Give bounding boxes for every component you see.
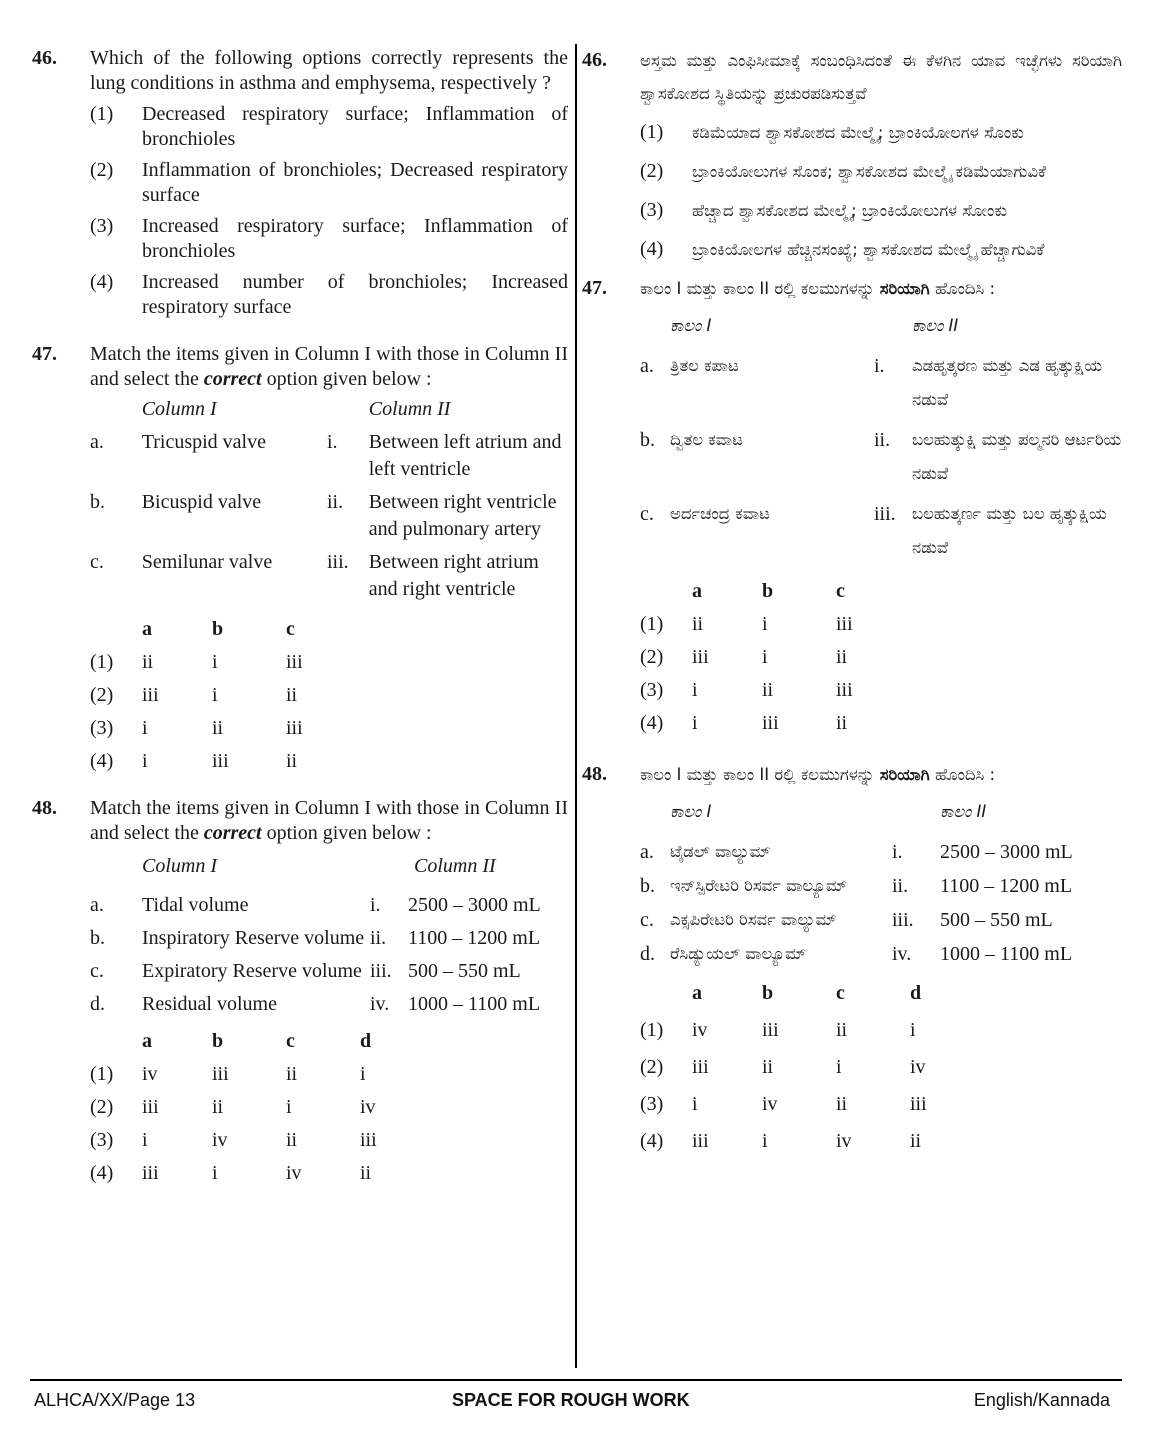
match-row: c. ಅರ್ದಚಂದ್ರ ಕವಾಟ iii. ಬಲಹುತ್ಕರ್ಣ ಮತ್ತು ಬಲ ಹೃತ್ಕುಕ್ಷಿಯ ನಡುವೆ: [640, 503, 1107, 557]
answer-option-3: (3) i iv ii iii: [640, 1093, 927, 1115]
answer-option-2: (2) iii i ii: [90, 684, 298, 706]
column-i-heading: Column I: [142, 855, 217, 877]
match-row: a. Tricuspid valve i. Between left atrium and left ventricle: [90, 431, 562, 480]
option-1: (1) ಕಡಿಮೆಯಾದ ಶ್ವಾಸಕೋಶದ ಮೇಲ್ಮೈ; ಬ್ರಾಂಕಿಯೋಲಗಳ ಸೊಂಕು: [640, 121, 1024, 143]
answer-option-1: (1) ii i iii: [90, 651, 303, 673]
question-stem: Match the items given in Column I with those in Column II and select the correct option given below :: [90, 343, 568, 390]
match-row: c. Semilunar valve iii. Between right atrium and right ventricle: [90, 551, 539, 600]
match-row: a. Tidal volume i. 2500 – 3000 mL: [90, 894, 541, 916]
answer-option-4: (4) i iii ii: [640, 712, 848, 734]
match-table: [90, 396, 568, 609]
answer-table: a b c (1) ii i iii (2) iii i ii (3) i ii iii (4) i iii ii: [640, 575, 853, 740]
match-row: d. ರೆಸಿಡ್ಯುಯಲ್ ವಾಲ್ಯೂಮ್ iv. 1000 – 1100 mL: [640, 943, 1073, 965]
column-ii-heading: ಕಾಲಂ II: [940, 802, 987, 821]
rough-work-label: SPACE FOR ROUGH WORK: [452, 1390, 690, 1410]
option-4: (4) Increased number of bronchioles; Increased respiratory surface: [90, 271, 568, 318]
kannada-column: [582, 40, 1122, 1160]
match-row: c. ಎಕ್ಸಪಿರೇಟರಿ ರಿಸರ್ವ ವಾಲ್ಯುಮ್ iii. 500 – 550 mL: [640, 909, 1053, 931]
match-row: a. ತ್ರಿತಲ ಕಪಾಟ i. ಎಡಹೃತ್ಕರಣ ಮತ್ತು ಎಡ ಹೃತ್ಕುಕ್ಷಿಯ ನಡುವೆ: [640, 355, 1103, 409]
question-stem: ಅಸ್ತಮ ಮತ್ತು ಎಂಫಿಸೀಮಾಕ್ಕೆ ಸಂಬಂಧಿಸಿದಂತೆ ಈ ಕೆಳಗಿನ ಯಾವ ಇಚ್ಛೆಗಳು ಸರಿಯಾಗಿ ಶ್ವಾಸಕೋಶದ ಸ್ಥಿತಿಯನ್ನು ಪ್ರಚುರಪಡಿಸುತ್ತವೆ: [640, 51, 1122, 103]
answer-table: a b c d (1) iv iii ii i (2) iii ii i iv (3) i iv ii iii (4) iii i iv ii: [640, 975, 927, 1160]
answer-option-4: (4) iii i iv ii: [640, 1130, 922, 1152]
match-table: [582, 795, 1073, 971]
answer-table: a b c d (1) iv iii ii i (2) iii ii i iv (3) i iv ii iii (4) iii i iv ii: [32, 1025, 377, 1190]
question-46-kn: [582, 44, 1122, 266]
match-row: c. Expiratory Reserve volume iii. 500 – 550 mL: [90, 960, 521, 982]
match-row: a. ಟೈಡಲ್ ವಾಲ್ಯುಮ್ i. 2500 – 3000 mL: [640, 841, 1073, 863]
answer-option-3: (3) i ii iii: [640, 679, 853, 701]
question-number: 47.: [582, 277, 607, 299]
answer-option-1: (1) iv iii ii i: [640, 1019, 916, 1041]
answer-option-2: (2) iii ii i iv: [90, 1096, 376, 1118]
answer-option-4: (4) i iii ii: [90, 750, 298, 772]
column-i-heading: Column I: [141, 398, 217, 420]
question-number: 47.: [32, 343, 57, 365]
column-divider: [575, 44, 577, 1368]
answer-option-3: (3) i ii iii: [90, 717, 303, 739]
question-47-kn: [582, 272, 1122, 740]
option-4: (4) ಬ್ರಾಂಕಿಯೋಲಗಳ ಹೆಚ್ಚಿನಸಂಖ್ಯೆ; ಶ್ವಾಸಕೋಶದ ಮೇಲ್ಮೈ ಹೆಚ್ಚಾಗುವಿಕೆ: [640, 238, 1045, 260]
column-ii-heading: Column II: [368, 398, 451, 420]
question-stem: ಕಾಲಂ I ಮತ್ತು ಕಾಲಂ II ರಲ್ಲಿ ಕಲಮುಗಳನ್ನು ಸರಿಯಾಗಿ ಹೊಂದಿಸಿ :: [640, 279, 996, 298]
option-2: (2) ಬ್ರಾಂಕಿಯೋಲುಗಳ ಸೊಂಕ; ಶ್ವಾಸಕೋಶದ ಮೇಲ್ಮೈ ಕಡಿಮೆಯಾಗುವಿಕೆ: [640, 160, 1047, 182]
question-stem: Which of the following options correctly represents the lung conditions in asthma and emphysema, respectively ?: [90, 47, 568, 94]
question-stem: ಕಾಲಂ I ಮತ್ತು ಕಾಲಂ II ರಲ್ಲಿ ಕಲಮುಗಳನ್ನು ಸರಿಯಾಗಿ ಹೊಂದಿಸಿ :: [640, 765, 996, 784]
option-1: (1) Decreased respiratory surface; Inflammation of bronchioles: [90, 103, 568, 150]
question-number: 48.: [582, 763, 607, 785]
answer-option-1: (1) iv iii ii i: [90, 1063, 366, 1085]
column-i-heading: ಕಾಲಂ I: [670, 802, 712, 821]
question-stem: Match the items given in Column I with those in Column II and select the correct option given below :: [90, 797, 568, 844]
answer-option-1: (1) ii i iii: [640, 613, 853, 635]
option-3: (3) ಹೆಚ್ಚಾದ ಶ್ವಾಸಕೋಶದ ಮೇಲ್ಮೈ; ಬ್ರಾಂಕಿಯೋಲುಗಳ ಸೋಂಕು: [640, 199, 1008, 221]
column-ii-heading: ಕಾಲಂ II: [912, 316, 959, 335]
option-2: (2) Inflammation of bronchioles; Decreased respiratory surface: [90, 159, 568, 206]
column-ii-heading: Column II: [414, 855, 496, 877]
question-number: 48.: [32, 797, 57, 819]
match-row: b. ದ್ವಿತಲ ಕವಾಟ ii. ಬಲಹುತ್ಕುಕ್ಷಿ ಮತ್ತು ಪಲ್ಮನರಿ ಆರ್ಟರಿಯ ನಡುವೆ: [640, 429, 1122, 483]
match-row: b. ಇನ್‌ಸ್ಪಿರೇಟರಿ ರಿಸರ್ವ ವಾಲ್ಯೂಮ್ ii. 1100 – 1200 mL: [640, 875, 1073, 897]
answer-option-4: (4) iii i iv ii: [90, 1162, 372, 1184]
question-48-kn: [582, 758, 1122, 1160]
match-row: b. Inspiratory Reserve volume ii. 1100 – 1200 mL: [90, 927, 541, 949]
match-table: [582, 309, 1122, 571]
match-table: [90, 850, 541, 1021]
english-column: [32, 40, 568, 1190]
answer-option-3: (3) i iv ii iii: [90, 1129, 377, 1151]
question-number: 46.: [32, 47, 57, 69]
footer-rule: [30, 1379, 1122, 1381]
question-48-en: [32, 796, 568, 1190]
question-47-en: [32, 342, 568, 778]
language-label: English/Kannada: [973, 1390, 1110, 1410]
match-row: d. Residual volume iv. 1000 – 1100 mL: [90, 993, 541, 1015]
match-row: b. Bicuspid valve ii. Between right ventricle and pulmonary artery: [90, 491, 557, 540]
question-46-en: [32, 46, 568, 320]
question-number: 46.: [582, 49, 607, 71]
answer-table: a b c (1) ii i iii (2) iii i ii (3) i ii iii (4) i iii ii: [32, 613, 303, 778]
option-3: (3) Increased respiratory surface; Inflammation of bronchioles: [90, 215, 568, 262]
answer-option-2: (2) iii ii i iv: [640, 1056, 926, 1078]
column-i-heading: ಕಾಲಂ I: [670, 316, 712, 335]
answer-option-2: (2) iii i ii: [640, 646, 848, 668]
page-code: ALHCA/XX/Page 13: [34, 1390, 196, 1410]
